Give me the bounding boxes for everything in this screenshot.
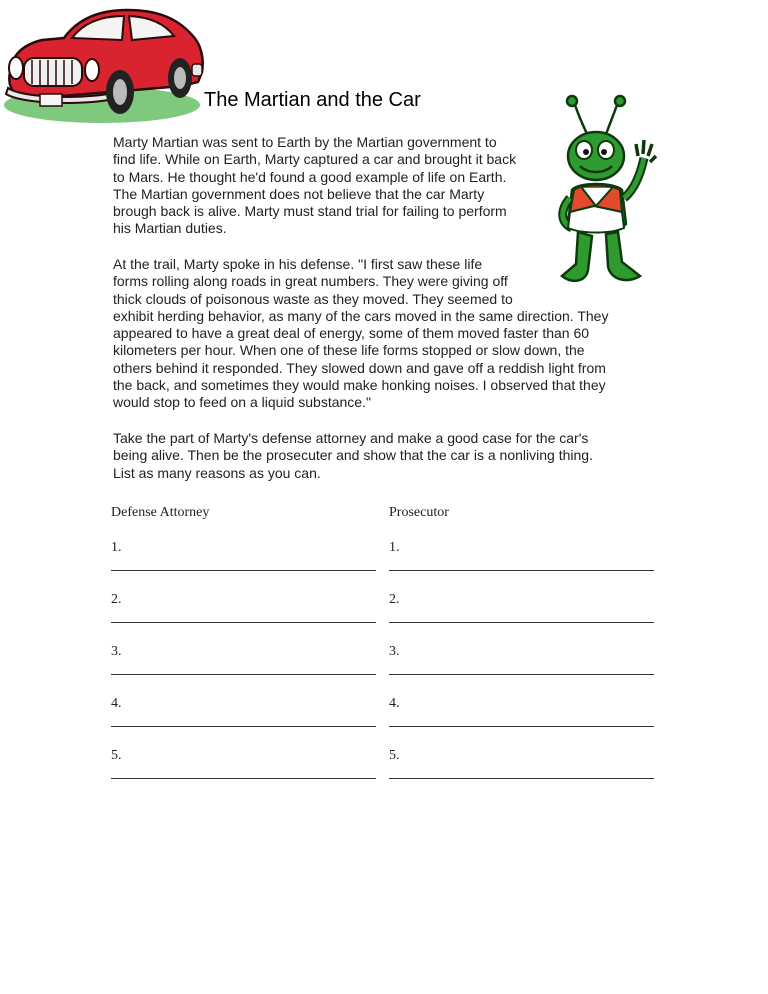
prosecutor-heading: Prosecutor [389,505,449,520]
answer-line[interactable] [389,726,654,727]
item-number: 2. [389,592,400,607]
answer-line[interactable] [389,674,654,675]
text-line: forms rolling along roads in great numbers. They were giving off [113,273,508,290]
item-number: 5. [389,748,400,763]
item-number: 1. [389,540,400,555]
text-line: List as many reasons as you can. [113,464,321,481]
text-line: the back, and sometimes they would make honking noises. I observed that they [113,377,606,394]
text-line: Marty Martian was sent to Earth by the Martian government to [113,134,497,150]
text-line: his Martian duties. [113,220,227,237]
answer-line[interactable] [111,778,376,779]
answer-line[interactable] [111,570,376,571]
text-line: appeared to have a great deal of energy, some of them moved faster than 60 [113,325,590,342]
text-line: find life. While on Earth, Marty captured a car and brought it back [113,151,517,168]
instructions-paragraph [113,430,593,482]
text-line: thick clouds of poisonous waste as they moved. They seemed to [113,290,513,307]
item-number: 3. [111,644,122,659]
text-line: would stop to feed on a liquid substance." [113,394,371,411]
item-number: 2. [111,592,122,607]
item-number: 5. [111,748,122,763]
item-number: 4. [389,696,400,711]
text-line: kilometers per hour. When one of these life forms stopped or slow down, the [113,342,585,359]
answer-line[interactable] [389,778,654,779]
item-number: 4. [111,696,122,711]
answer-line[interactable] [389,570,654,571]
trial-paragraph [113,256,608,412]
item-number: 3. [389,644,400,659]
answer-line[interactable] [111,726,376,727]
text-line: to Mars. He thought he'd found a good example of life on Earth. [113,168,507,185]
item-number: 1. [111,540,122,555]
text-line: Take the part of Marty's defense attorney and make a good case for the car's [113,430,589,446]
answer-line[interactable] [111,674,376,675]
intro-paragraph [113,134,516,238]
text-line: At the trail, Marty spoke in his defense. "I first saw these life [113,256,483,272]
text-line: being alive. Then be the prosecuter and show that the car is a nonliving thing. [113,447,593,464]
text-line: The Martian government does not believe that the car Marty [113,185,485,202]
page-title: The Martian and the Car [204,89,421,111]
answer-line[interactable] [389,622,654,623]
text-line: exhibit herding behavior, as many of the cars moved in the same direction. They [113,307,609,324]
defense-attorney-heading: Defense Attorney [111,505,210,520]
text-line: brough back is alive. Marty must stand trial for failing to perform [113,203,507,220]
answer-line[interactable] [111,622,376,623]
red-car-illustration [2,0,207,130]
text-line: others behind it responded. They slowed down and gave off a reddish light from [113,359,606,376]
